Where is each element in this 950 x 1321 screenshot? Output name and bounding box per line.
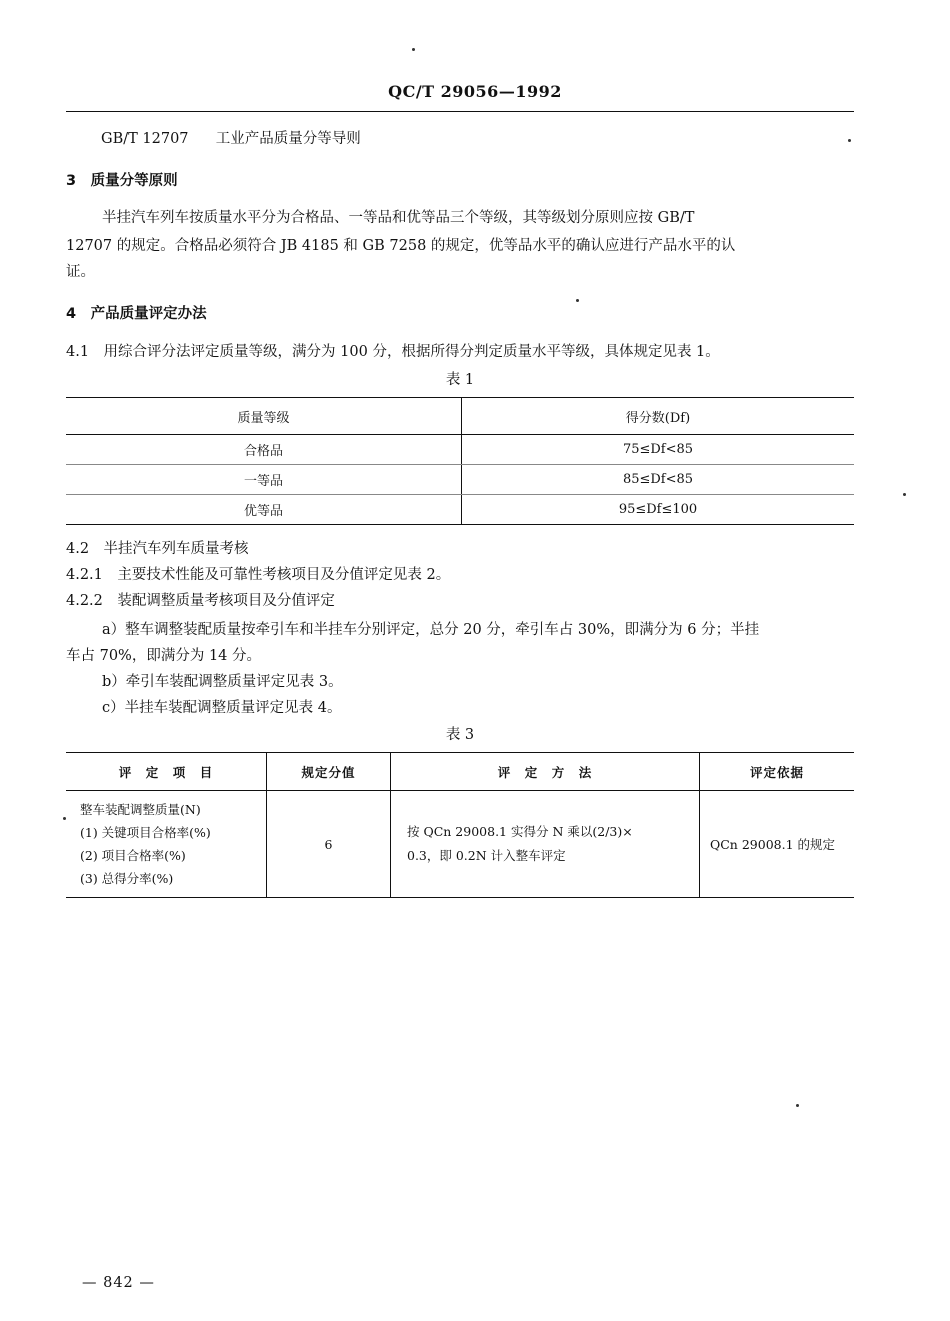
table-3-header-basis: 评定依据 <box>700 753 855 791</box>
table-1-cell: 75≤Df<85 <box>462 435 855 465</box>
section-4-2-1: 4.2.1 主要技术性能及可靠性考核项目及分值评定见表 2。 <box>66 567 451 583</box>
table-1-header-row <box>66 398 854 435</box>
table-3-item: (2) 项目合格率(%) <box>80 848 186 863</box>
scan-speck <box>796 1104 799 1107</box>
table-1-header-grade: 质量等级 <box>66 398 462 435</box>
section-3-heading: 3 质量分等原则 <box>66 173 178 189</box>
table-row <box>66 791 854 898</box>
table-row <box>66 435 854 465</box>
item-c: c）半挂车装配调整质量评定见表 4。 <box>102 700 342 716</box>
section-4-heading: 4 产品质量评定办法 <box>66 306 207 322</box>
section-4-2-2: 4.2.2 装配调整质量考核项目及分值评定 <box>66 593 335 609</box>
table-1-cell: 合格品 <box>66 435 462 465</box>
scan-speck <box>576 299 579 302</box>
table-1-cell: 优等品 <box>66 495 462 525</box>
table-3-item: (1) 关键项目合格率(%) <box>80 825 211 840</box>
table-3-method-line2: 0.3，即 0.2N 计入整车评定 <box>407 848 566 863</box>
section-3-para-line3: 证。 <box>66 264 95 280</box>
table-3-score: 6 <box>267 791 391 898</box>
scan-speck <box>848 139 851 142</box>
table-3-method-cell <box>391 791 700 898</box>
item-a-line2: 车占 70%，即满分为 14 分。 <box>66 648 262 664</box>
scan-speck <box>63 817 66 820</box>
table-1-cell: 85≤Df<85 <box>462 465 855 495</box>
item-b: b）牵引车装配调整质量评定见表 3。 <box>102 674 343 690</box>
table-3-item: 整车装配调整质量(N) <box>80 802 201 817</box>
scan-speck <box>412 48 415 51</box>
section-3-para-line1: 半挂汽车列车按质量水平分为合格品、一等品和优等品三个等级，其等级划分原则应按 GB/T <box>102 210 695 226</box>
table-row <box>66 465 854 495</box>
header-rule <box>66 111 854 112</box>
table-1-cell: 95≤Df≤100 <box>462 495 855 525</box>
table-3-header-score: 规定分值 <box>267 753 391 791</box>
reference-line <box>101 130 361 148</box>
table-1-header-score: 得分数(Df) <box>462 398 855 435</box>
table-1 <box>66 397 854 525</box>
page-number: — 842 — <box>82 1275 155 1291</box>
table-3-header-item: 评 定 项 目 <box>66 753 267 791</box>
table-3-header-method: 评 定 方 法 <box>391 753 700 791</box>
table-row <box>66 495 854 525</box>
standard-code-header: QC/T 29056—1992 <box>388 82 562 101</box>
table-3-item: (3) 总得分率(%) <box>80 871 174 886</box>
section-4-2: 4.2 半挂汽车列车质量考核 <box>66 541 249 557</box>
table-1-cell: 一等品 <box>66 465 462 495</box>
table-3-method-line1: 按 QCn 29008.1 实得分 N 乘以(2/3)× <box>407 824 633 839</box>
reference-code: GB/T 12707 <box>101 131 189 147</box>
table-3-basis: QCn 29008.1 的规定 <box>700 791 855 898</box>
table-3-caption: 表 3 <box>445 727 475 743</box>
section-4-1: 4.1 用综合评分法评定质量等级，满分为 100 分，根据所得分判定质量水平等级，具体规定见表 1。 <box>66 344 720 360</box>
table-3-header-row <box>66 753 854 791</box>
reference-title: 工业产品质量分等导则 <box>215 131 361 147</box>
table-1-caption: 表 1 <box>445 372 475 388</box>
table-3-items-cell <box>66 791 267 898</box>
table-3 <box>66 752 854 898</box>
item-a-line1: a）整车调整装配质量按牵引车和半挂车分别评定，总分 20 分，牵引车占 30%，即满分为 6 分；半挂 <box>102 622 760 638</box>
section-3-para-line2: 12707 的规定。合格品必须符合 JB 4185 和 GB 7258 的规定，优等品水平的确认应进行产品水平的认 <box>66 238 736 254</box>
scan-speck <box>903 493 906 496</box>
